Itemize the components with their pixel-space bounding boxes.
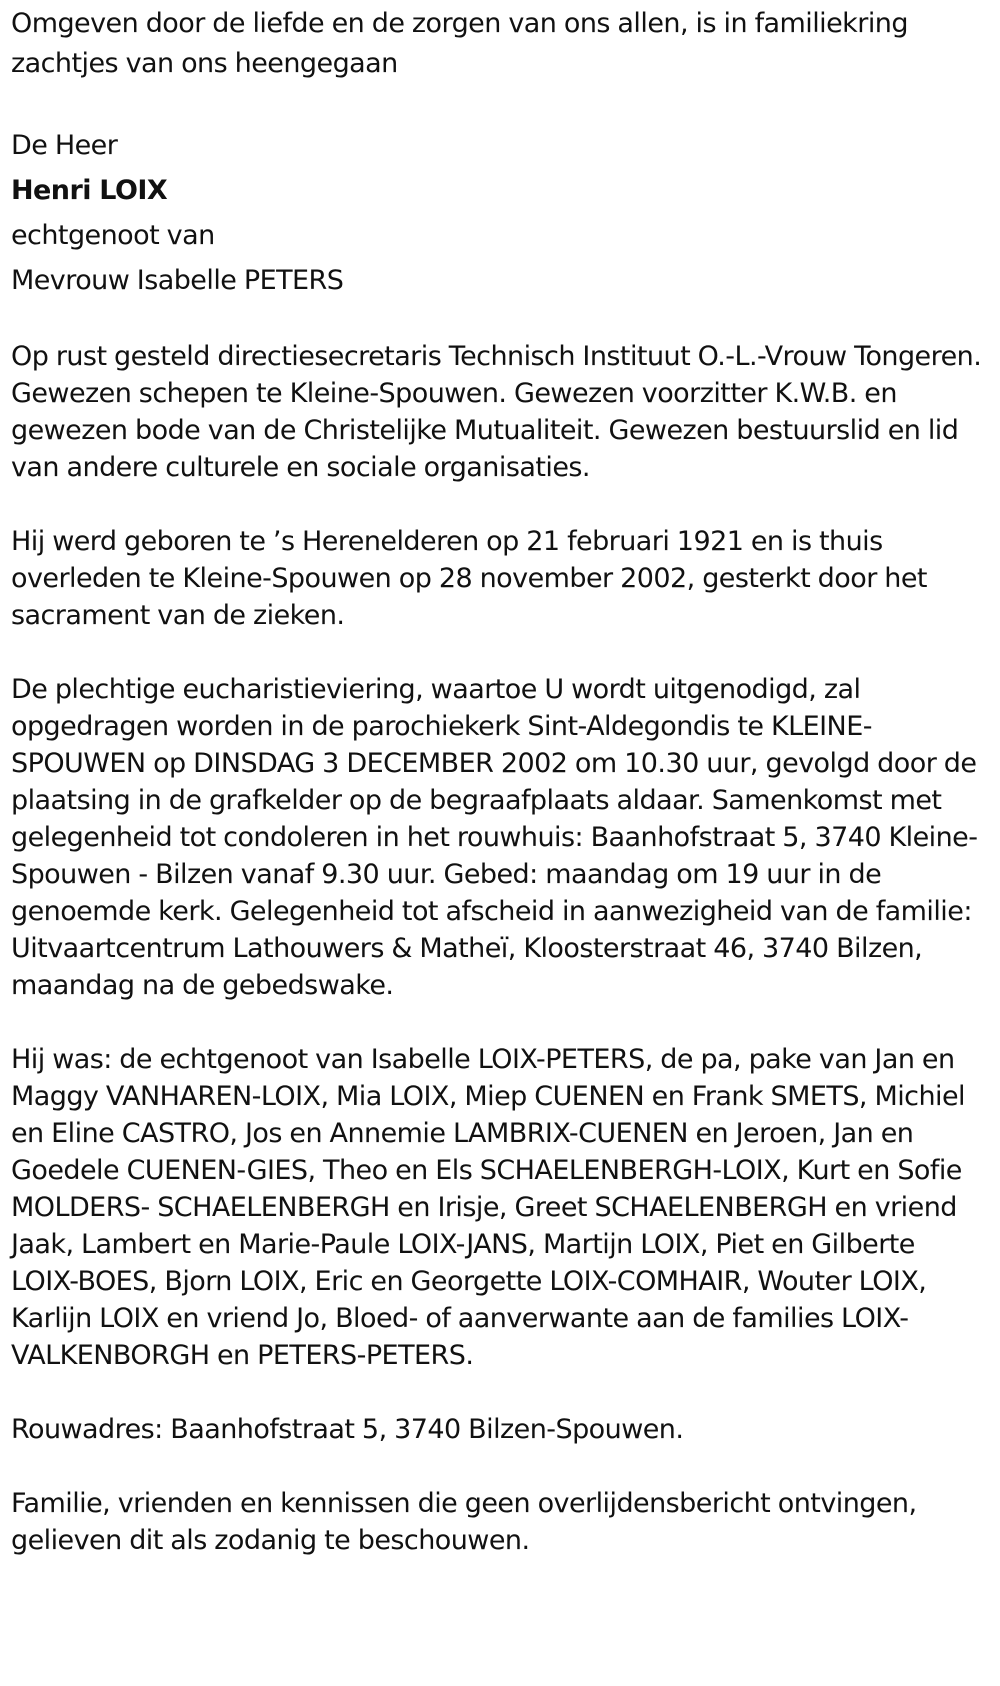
deceased-name: Henri LOIX — [11, 175, 168, 206]
deceased-block — [11, 124, 989, 304]
birth-death-paragraph: Hij werd geboren te ’s Herenelderen op 21 februari 1921 en is thuis overleden te Kleine-Spouwen op 28 november 2002, gesterkt door het sacrament van de zieken. — [11, 526, 927, 631]
title-prefix: De Heer — [11, 130, 118, 161]
closing-paragraph: Familie, vrienden en kennissen die geen overlijdensbericht ontvingen, gelieven dit als zodanig te beschouwen. — [11, 1488, 917, 1556]
intro-paragraph: Omgeven door de liefde en de zorgen van ons allen, is in familiekring zachtjes van ons heengegaan — [11, 8, 908, 79]
spacer — [11, 1374, 989, 1411]
spacer — [11, 84, 989, 124]
spacer — [11, 486, 989, 523]
spacer — [11, 634, 989, 671]
spacer — [11, 1004, 989, 1041]
spacer — [11, 1448, 989, 1485]
family-paragraph: Hij was: de echtgenoot van Isabelle LOIX-PETERS, de pa, pake van Jan en Maggy VANHAREN-LOIX, Mia LOIX, Miep CUENEN en Frank SMETS, Michiel en Eline CASTRO, Jos en Annemie LAMBRIX-CUENEN en Jeroen, Jan en Goedele CUENEN-GIES, Theo en Els SCHAELENBERGH-LOIX, Kurt en Sofie MOLDERS- SCHAELENBERGH en Irisje, Greet SCHAELENBERGH en vriend Jaak, Lambert en Marie-Paule LOIX-JANS, Martijn LOIX, Piet en Gilberte LOIX-BOES, Bjorn LOIX, Eric en Georgette LOIX-COMHAIR, Wouter LOIX, Karlijn LOIX en vriend Jo, Bloed- of aanverwante aan de families LOIX-VALKENBORGH en PETERS-PETERS. — [11, 1044, 966, 1371]
spouse-name: Mevrouw Isabelle PETERS — [11, 265, 344, 296]
spacer — [11, 304, 989, 338]
career-paragraph: Op rust gesteld directiesecretaris Technisch Instituut O.-L.-Vrouw Tongeren. Gewezen schepen te Kleine-Spouwen. Gewezen voorzitter K.W.B. en gewezen bode van de Christelijke Mutualiteit. Gewezen bestuurslid en lid van andere culturele en sociale organisaties. — [11, 341, 982, 483]
address-paragraph: Rouwadres: Baanhofstraat 5, 3740 Bilzen-Spouwen. — [11, 1414, 684, 1445]
ceremony-paragraph: De plechtige eucharistieviering, waartoe U wordt uitgenodigd, zal opgedragen worden in de parochiekerk Sint-Aldegondis te KLEINE-SPOUWEN op DINSDAG 3 DECEMBER 2002 om 10.30 uur, gevolgd door de plaatsing in de grafkelder op de begraafplaats aldaar. Samenkomst met gelegenheid tot condoleren in het rouwhuis: Baanhofstraat 5, 3740 Kleine-Spouwen - Bilzen vanaf 9.30 uur. Gebed: maandag om 19 uur in de genoemde kerk. Gelegenheid tot afscheid in aanwezigheid van de familie: Uitvaartcentrum Lathouwers & Matheï, Kloosterstraat 46, 3740 Bilzen, maandag na de gebedswake. — [11, 674, 978, 1001]
spouse-label: echtgenoot van — [11, 220, 215, 251]
